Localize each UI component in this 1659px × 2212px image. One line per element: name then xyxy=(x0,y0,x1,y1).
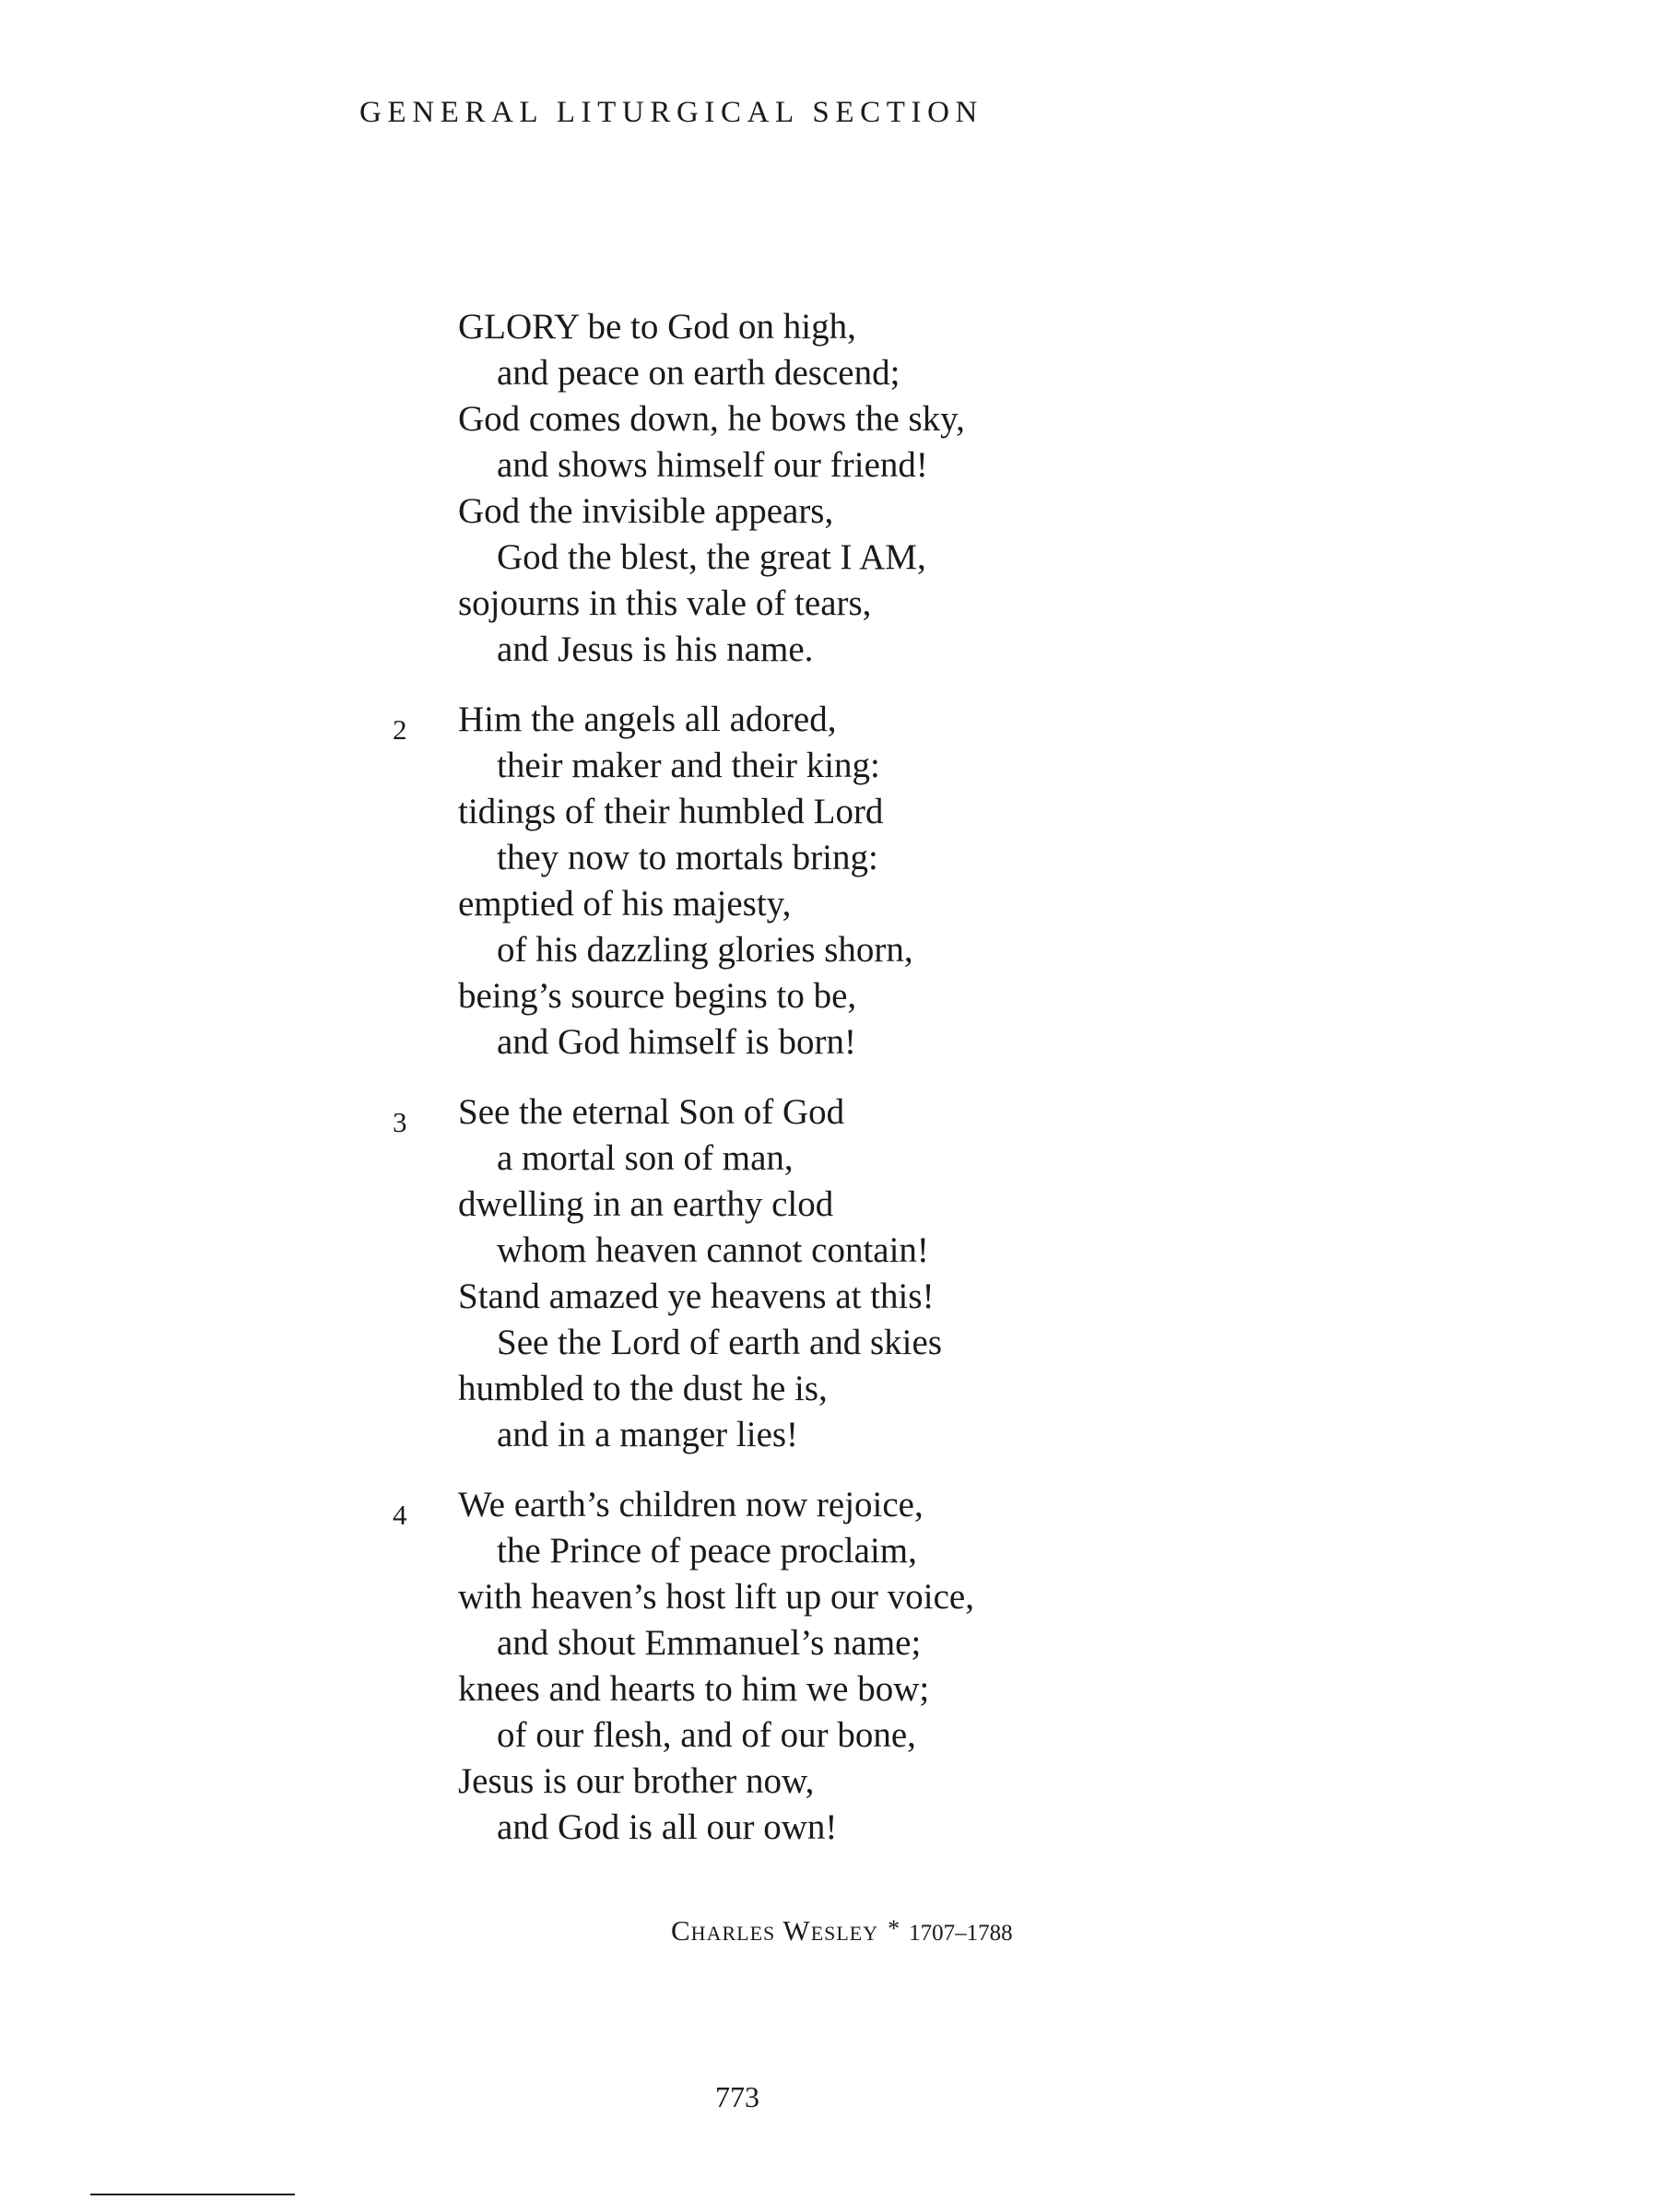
verse-line: dwelling in an earthy clod xyxy=(458,1184,834,1224)
verse-line: with heaven’s host lift up our voice, xyxy=(458,1577,974,1617)
verse-line: of our flesh, and of our bone, xyxy=(497,1715,916,1755)
verse-line: of his dazzling glories shorn, xyxy=(497,930,913,970)
verse-line: emptied of his majesty, xyxy=(458,884,792,924)
verse-line: humbled to the dust he is, xyxy=(458,1369,828,1408)
verse-line: their maker and their king: xyxy=(497,746,880,785)
attribution xyxy=(671,1914,1013,1947)
verse-line: God the blest, the great I AM, xyxy=(497,537,926,577)
scan-edge-line xyxy=(90,2194,295,2195)
star-icon: * xyxy=(888,1915,900,1942)
verse-line: Jesus is our brother now, xyxy=(458,1761,815,1801)
verse-line: and peace on earth descend; xyxy=(497,353,900,393)
verse-line: they now to mortals bring: xyxy=(497,838,878,877)
verse-1 xyxy=(0,304,1659,673)
verse-number: 4 xyxy=(393,1499,407,1531)
verse-line: and God is all our own! xyxy=(497,1807,838,1847)
verse-line: and Jesus is his name. xyxy=(497,629,814,669)
verse-line: See the eternal Son of God xyxy=(458,1092,845,1132)
running-head: GENERAL LITURGICAL SECTION xyxy=(359,96,983,129)
verse-number: 2 xyxy=(393,713,407,746)
verse-line: knees and hearts to him we bow; xyxy=(458,1669,930,1709)
verse-line: GLORY be to God on high, xyxy=(458,307,856,347)
author-dates: 1707–1788 xyxy=(909,1921,1013,1946)
verse-line: We earth’s children now rejoice, xyxy=(458,1485,924,1524)
verse-line: tidings of their humbled Lord xyxy=(458,792,884,831)
verse-line: See the Lord of earth and skies xyxy=(497,1323,943,1362)
hymn-text xyxy=(0,304,1659,1875)
verse-number: 3 xyxy=(393,1106,407,1138)
author-name: Charles Wesley xyxy=(671,1914,879,1947)
verse-3 xyxy=(0,1089,1659,1458)
verse-line: the Prince of peace proclaim, xyxy=(497,1531,917,1571)
verse-line: and in a manger lies! xyxy=(497,1415,799,1454)
verse-line: being’s source begins to be, xyxy=(458,976,857,1016)
verse-line: whom heaven cannot contain! xyxy=(497,1230,929,1270)
verse-line: God comes down, he bows the sky, xyxy=(458,399,965,439)
verse-4 xyxy=(0,1482,1659,1851)
verse-line: Stand amazed ye heavens at this! xyxy=(458,1277,935,1316)
verse-line: Him the angels all adored, xyxy=(458,700,837,739)
page-number: 773 xyxy=(715,2080,759,2113)
verse-line: and shows himself our friend! xyxy=(497,445,928,485)
verse-line: and shout Emmanuel’s name; xyxy=(497,1623,922,1663)
verse-line: and God himself is born! xyxy=(497,1022,856,1062)
verse-line: a mortal son of man, xyxy=(497,1138,794,1178)
verse-2 xyxy=(0,697,1659,1065)
verse-line: sojourns in this vale of tears, xyxy=(458,583,872,623)
verse-line: God the invisible appears, xyxy=(458,491,834,531)
